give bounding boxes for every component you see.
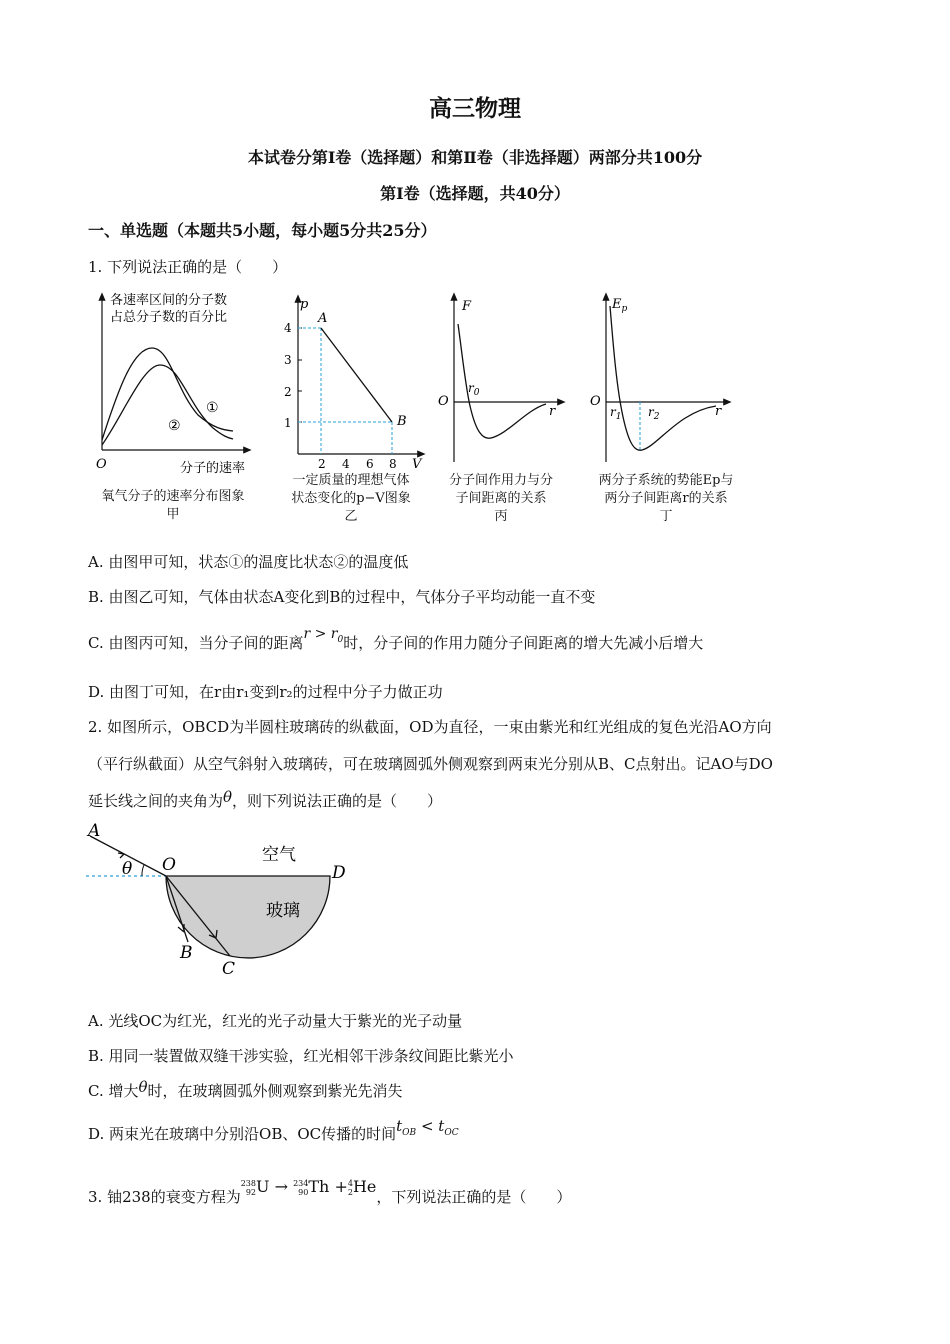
- theta-label: θ: [122, 859, 133, 879]
- x-tick-8: 8: [389, 457, 397, 471]
- fig-jia-caption: 氧气分子的速率分布图象 甲: [101, 489, 245, 522]
- q2-option-d: D. 两束光在玻璃中分别沿OB、OC传播的时间$t_{OB} < t_{OC}$: [88, 1117, 459, 1143]
- exam-subtitle: 本试卷分第Ⅰ卷（选择题）和第Ⅱ卷（非选择题）两部分共100分: [247, 148, 703, 167]
- r1-label: $r_1$: [610, 405, 622, 422]
- origin-label: O: [96, 457, 107, 472]
- q1-option-d: D. 由图丁可知，在r由r₁变到r₂的过程中分子力做正功: [88, 683, 443, 701]
- q1-option-c: C. 由图丙可知，当分子间的距离$r > r_0$时，分子间的作用力随分子间距离的增大先减小后增大: [88, 626, 704, 652]
- point-a-label: A: [88, 821, 101, 841]
- y-tick-2: 2: [284, 385, 292, 399]
- q2-stem-line3: 延长线之间的夹角为θ，则下列说法正确的是（ ）: [88, 788, 443, 810]
- q2-stem-line2: （平行纵截面）从空气斜射入玻璃砖，可在玻璃圆弧外侧观察到两束光分别从B、C点射出。记AO与DO: [88, 755, 773, 773]
- curve-2-label: ②: [168, 418, 181, 434]
- decay-equation: 238 92U → 234 90Th +4 2He: [240, 1177, 377, 1197]
- x-tick-4: 4: [342, 457, 350, 471]
- r0-label: $r_0$: [468, 381, 480, 398]
- q3-stem: 3. 铀238的衰变方程为238 92U → 234 90Th +4 2He，下列说法正确的是（ ）: [88, 1177, 572, 1206]
- x-tick-6: 6: [366, 457, 374, 471]
- section-heading: 一、单选题（本题共5小题，每小题5分共25分）: [88, 221, 437, 240]
- potential-curve: [610, 306, 716, 450]
- p-axis-label: p: [300, 297, 309, 312]
- point-d-label: D: [332, 863, 346, 883]
- fig-jia: [88, 290, 258, 480]
- glass-label: 玻璃: [266, 901, 300, 921]
- q2-option-c: C. 增大θ时，在玻璃圆弧外侧观察到紫光先消失: [88, 1078, 403, 1100]
- q2-stem-line1: 2. 如图所示，OBCD为半圆柱玻璃砖的纵截面，OD为直径，一束由紫光和红光组成的复色光沿AO方向: [88, 718, 772, 736]
- origin-label: O: [590, 394, 601, 409]
- fig-ding: [588, 292, 738, 472]
- r2-label: $r_2$: [648, 405, 660, 422]
- x-tick-2: 2: [318, 457, 326, 471]
- r-axis-label: r: [715, 404, 722, 419]
- q2-figure: [86, 820, 356, 980]
- q1-option-b: B. 由图乙可知，气体由状态A变化到B的过程中，气体分子平均动能一直不变: [88, 588, 596, 606]
- fig-bing-caption: 分子间作用力与分 子间距离的关系 丙: [448, 473, 553, 524]
- y-tick-4: 4: [284, 321, 292, 335]
- process-line: [321, 328, 392, 422]
- q2-option-a: A. 光线OC为红光，红光的光子动量大于紫光的光子动量: [88, 1012, 463, 1030]
- v-axis-label: V: [412, 457, 422, 472]
- ep-axis-label: $E_p$: [612, 297, 628, 314]
- ylabel-line2: 占总分子数的百分比: [110, 310, 228, 325]
- y-tick-3: 3: [284, 353, 292, 367]
- curve-1-label: ①: [206, 400, 219, 416]
- air-label: 空气: [262, 845, 296, 865]
- xlabel: 分子的速率: [180, 461, 246, 476]
- q1-option-a: A. 由图甲可知，状态①的温度比状态②的温度低: [88, 553, 409, 571]
- r-axis-label: r: [549, 404, 556, 419]
- fig-ding-caption: 两分子系统的势能Ep与 两分子间距离r的关系 丁: [598, 473, 734, 524]
- q1-stem: 1. 下列说法正确的是（ ）: [88, 258, 288, 276]
- y-tick-1: 1: [284, 416, 292, 430]
- fig-yi-caption: 一定质量的理想气体 状态变化的p−V图象 乙: [291, 473, 411, 524]
- ylabel-line1: 各速率区间的分子数: [110, 293, 228, 308]
- f-axis-label: F: [462, 299, 472, 314]
- q2-option-b: B. 用同一装置做双缝干涉实验，红光相邻干涉条纹间距比紫光小: [88, 1047, 514, 1065]
- fig-bing: [436, 292, 566, 472]
- part-heading: 第I卷（选择题，共40分）: [380, 184, 570, 203]
- page-title: 高三物理: [429, 95, 521, 122]
- point-o-label: O: [162, 855, 176, 875]
- origin-label: O: [438, 394, 449, 409]
- point-b-label: B: [180, 943, 193, 963]
- state-B-label: B: [397, 414, 407, 429]
- fig-yi: [282, 292, 432, 472]
- state-A-label: A: [318, 311, 328, 326]
- point-c-label: C: [222, 959, 236, 979]
